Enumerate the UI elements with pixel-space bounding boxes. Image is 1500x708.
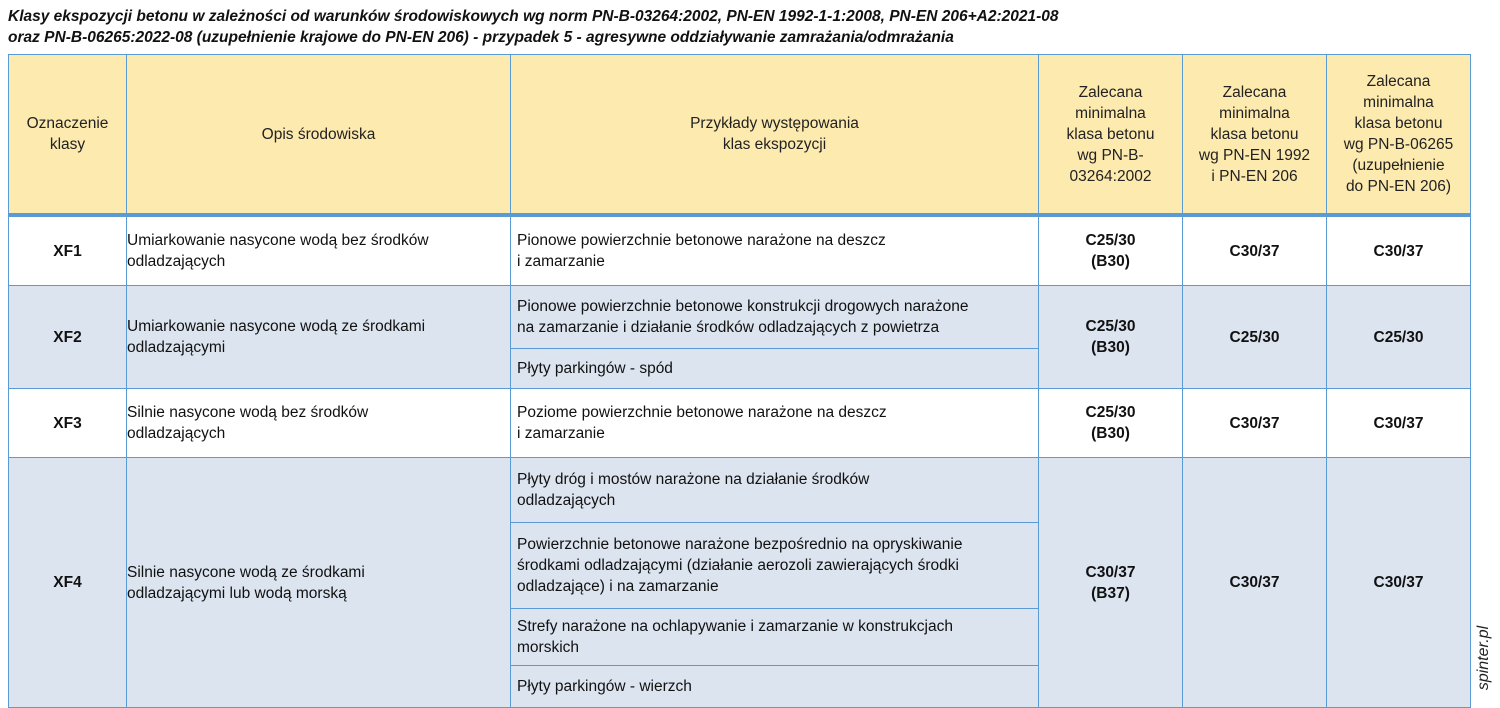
example-item — [511, 217, 1038, 285]
text-line: Pionowe powierzchnie betonowe narażone na deszcz — [517, 232, 886, 249]
text-line: Powierzchnie betonowe narażone bezpośrednio na opryskiwanie — [517, 536, 963, 553]
text-line: klasy — [49, 136, 86, 153]
examples-cell — [511, 215, 1039, 286]
text-line: do PN-EN 206) — [1345, 178, 1452, 195]
environment-description-cell — [127, 215, 511, 286]
class-pnb-03264-cell — [1039, 286, 1183, 389]
text-line: Zalecana — [1078, 83, 1143, 101]
example-item — [511, 665, 1038, 707]
watermark: spinter.pl — [1475, 625, 1492, 691]
text-line: i zamarzanie — [517, 253, 605, 270]
header-class-pnb-03264 — [1039, 55, 1183, 216]
class-pnb-03264-cell — [1039, 458, 1183, 708]
class-pnb-06265-cell: C25/30 — [1327, 286, 1471, 389]
example-item — [511, 608, 1038, 665]
header-class-pnb-06265 — [1327, 55, 1471, 216]
text-line: klasa betonu — [1354, 115, 1443, 132]
text-line: Przykłady występowania — [690, 115, 859, 132]
text-line: wg PN-B- — [1077, 146, 1144, 164]
class-code-cell: XF4 — [9, 458, 127, 708]
text-line: klas ekspozycji — [722, 136, 827, 153]
exposure-class-table — [8, 54, 1471, 708]
text-line: odladzających — [127, 425, 226, 442]
class-pnb-03264-cell — [1039, 215, 1183, 286]
examples-cell — [511, 389, 1039, 458]
text-line: klasa betonu — [1210, 125, 1299, 143]
text-line: minimalna — [1363, 94, 1434, 111]
class-code-cell: XF3 — [9, 389, 127, 458]
class-pnb-06265-cell: C30/37 — [1327, 458, 1471, 708]
table-row — [9, 215, 1471, 286]
text-line: i zamarzanie — [517, 425, 605, 442]
text-line: i PN-EN 206 — [1211, 167, 1298, 185]
text-line: (B37) — [1091, 584, 1130, 602]
examples-cell — [511, 458, 1039, 708]
text-line: C30/37 — [1085, 563, 1136, 581]
table-row — [9, 389, 1471, 458]
text-line: minimalna — [1219, 104, 1290, 122]
text-line: Pionowe powierzchnie betonowe konstrukcji drogowych narażone — [517, 298, 969, 315]
class-pnen-cell: C30/37 — [1183, 389, 1327, 458]
text-line: C25/30 — [1085, 232, 1136, 249]
header-class-pnen-1992-206 — [1183, 55, 1327, 216]
text-line: Oznaczenie — [26, 115, 109, 132]
text-line: Poziome powierzchnie betonowe narażone na deszcz — [517, 404, 887, 421]
text-line: odladzającymi — [127, 339, 226, 356]
text-line: odladzających — [127, 253, 226, 270]
text-line: Opis środowiska — [261, 125, 376, 143]
text-line: C25/30 — [1085, 404, 1136, 421]
header-class-code — [9, 55, 127, 216]
text-line: Płyty dróg i mostów narażone na działanie środków — [517, 471, 870, 488]
table-row — [9, 458, 1471, 708]
text-line: Płyty parkingów - wierzch — [517, 678, 692, 695]
text-line: C25/30 — [1085, 318, 1136, 335]
class-code-cell: XF2 — [9, 286, 127, 389]
text-line: Umiarkowanie nasycone wodą ze środkami — [127, 318, 426, 335]
text-line: środkami odladzającymi (działanie aerozoli zawierających środki — [517, 557, 959, 574]
environment-description-cell — [127, 458, 511, 708]
text-line: Umiarkowanie nasycone wodą bez środków — [127, 232, 429, 249]
example-item — [511, 458, 1038, 522]
text-line: Silnie nasycone wodą ze środkami — [127, 563, 365, 581]
text-line: (B30) — [1091, 339, 1130, 356]
text-line: odladzające) i na zamarzanie — [517, 578, 719, 595]
class-pnen-cell: C30/37 — [1183, 458, 1327, 708]
table-header-row — [9, 55, 1471, 216]
text-line: minimalna — [1075, 104, 1146, 122]
text-line: Silnie nasycone wodą bez środków — [127, 404, 369, 421]
example-item — [511, 348, 1038, 388]
environment-description-cell — [127, 389, 511, 458]
environment-description-cell — [127, 286, 511, 389]
text-line: odladzającymi lub wodą morską — [127, 584, 347, 602]
text-line: 03264:2002 — [1069, 167, 1152, 185]
text-line: (uzupełnienie — [1352, 157, 1445, 174]
title-line-1: Klasy ekspozycji betonu w zależności od warunków środowiskowych wg norm PN-B-03264:2002, PN-EN 1992-1-1:2008, PN-EN 206+A2:2021-08 — [8, 8, 1059, 25]
document-title — [8, 6, 1488, 48]
text-line: Zalecana — [1222, 83, 1287, 101]
table-row — [9, 286, 1471, 389]
example-item — [511, 389, 1038, 457]
text-line: na zamarzanie i działanie środków odladzających z powietrza — [517, 319, 940, 336]
header-examples — [511, 55, 1039, 216]
text-line: odladzających — [517, 492, 616, 509]
text-line: wg PN-EN 1992 — [1198, 146, 1311, 164]
text-line: wg PN-B-06265 — [1343, 136, 1454, 153]
class-pnen-cell: C25/30 — [1183, 286, 1327, 389]
example-item — [511, 286, 1038, 348]
text-line: Strefy narażone na ochlapywanie i zamarzanie w konstrukcjach — [517, 618, 953, 635]
text-line: morskich — [517, 639, 580, 656]
text-line: klasa betonu — [1066, 125, 1155, 143]
examples-cell — [511, 286, 1039, 389]
text-line: Zalecana — [1366, 73, 1431, 90]
header-environment-description — [127, 55, 511, 216]
class-pnen-cell: C30/37 — [1183, 215, 1327, 286]
class-pnb-03264-cell — [1039, 389, 1183, 458]
class-code-cell: XF1 — [9, 215, 127, 286]
class-pnb-06265-cell: C30/37 — [1327, 215, 1471, 286]
class-pnb-06265-cell: C30/37 — [1327, 389, 1471, 458]
text-line: (B30) — [1091, 253, 1130, 270]
text-line: (B30) — [1091, 425, 1130, 442]
text-line: Płyty parkingów - spód — [517, 360, 673, 377]
title-line-2: oraz PN-B-06265:2022-08 (uzupełnienie krajowe do PN-EN 206) - przypadek 5 - agresywne oddziaływanie zamrażania/odmrażania — [8, 29, 954, 46]
example-item — [511, 522, 1038, 608]
